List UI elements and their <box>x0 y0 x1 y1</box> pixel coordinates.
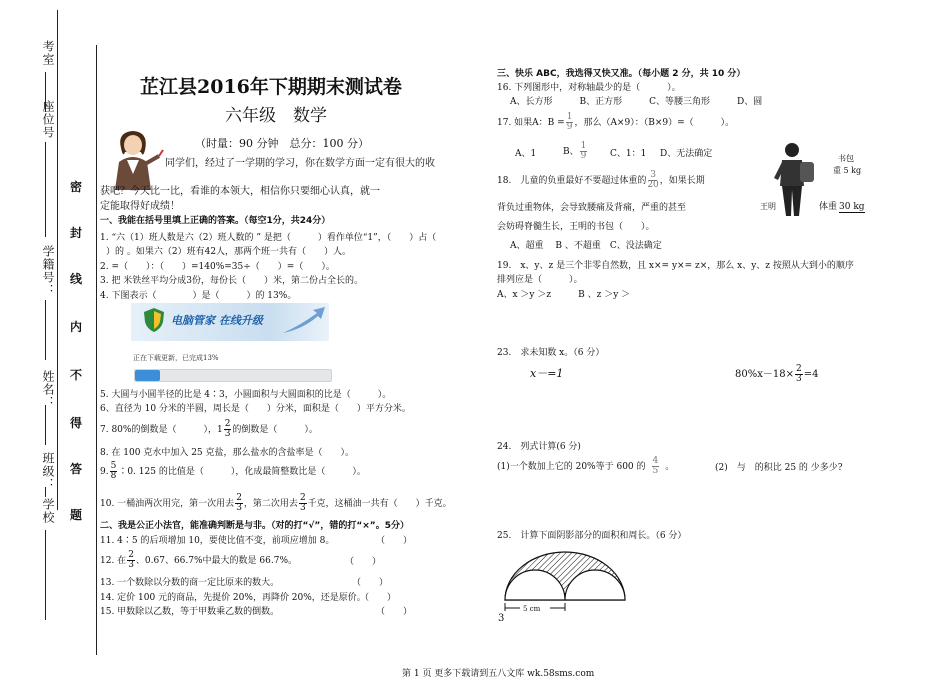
seal-char: 封 <box>70 226 83 240</box>
seat-label: 座位号 <box>41 100 55 139</box>
seal-char: 内 <box>70 320 83 334</box>
fraction: $\frac{3}{20}$ <box>647 170 659 190</box>
question-10: 10. 一桶油两次用完，第一次用去 $\frac{2}{3}$ ，第二次用去 $\frac{2}{3}$ 千克，这桶油一共有（ ）千克。 <box>100 493 452 513</box>
answer-paren-14: （ ） <box>360 593 397 603</box>
question-18c: 背负过重物体，会导致腰痛及背痛，严重的甚至 <box>497 203 687 213</box>
body-weight: 体重 30 kg <box>819 202 865 212</box>
class-blank <box>45 487 46 497</box>
question-23-title: 23. 求未知数 x。（6 分） <box>497 348 605 358</box>
fraction: $\frac{1}{9}$ <box>566 112 573 132</box>
question-16-options: A、长方形 B、正方形 C、等腰三角形 D、圆 <box>510 97 763 107</box>
question-12: 12. 在 $\frac{2}{3}$ 、0.67、66.7%中最大的数是 66.7%。 <box>100 550 298 570</box>
name-label: 姓名： <box>41 370 55 409</box>
section3-title: 三、快乐 ABC，我选得又快又准。（每小题 2 分，共 10 分） <box>497 69 746 79</box>
question-14: 14. 定价 100 元的商品，先提价 20%，再降价 20%，还是原价。 <box>100 593 366 603</box>
question-18a: 18. 儿童的负重最好不要超过体重的 $\frac{3}{20}$ ，如果长期 <box>497 170 705 190</box>
page-footer: 第 1 页 更多下载请到五八文库 wk.58sms.com <box>402 669 595 679</box>
seal-char: 不 <box>70 368 83 382</box>
section2-title: 二、我是公正小法官，能准确判断是与非。（对的打“√”，错的打“×”。5分） <box>100 521 409 531</box>
seal-char: 线 <box>70 272 83 286</box>
download-progress <box>134 369 332 382</box>
banner-title: 电脑管家 在线升级 <box>171 314 263 327</box>
question-16: 16. 下列图形中，对称轴最少的是（ ）。 <box>497 83 681 93</box>
seal-char: 题 <box>70 508 83 522</box>
person-name: 王明 <box>760 202 776 211</box>
question-3: 3. 把 米铁丝平均分成3份，每份长（ ）米，第二份占全长的。 <box>100 276 364 286</box>
section1-title: 一、我能在括号里填上正确的答案。（每空1分，共24分） <box>100 216 331 226</box>
binding-line-outer <box>57 10 58 510</box>
question-24-title: 24. 列式计算(6 分) <box>497 442 581 452</box>
fraction: $\frac{1}{9}$ <box>580 141 587 161</box>
bag-weight: 重 5 kg <box>833 166 862 175</box>
time-score: （时量：90 分钟 总分：100 分） <box>195 137 369 150</box>
question-1a: 1. “六（1）班人数是六（2）班人数的 ” 是把（ ）看作单位“1”，（ ）占（ <box>100 233 437 243</box>
exam-subtitle: 六年级 数学 <box>225 106 327 126</box>
intro-line-3: 定能取得好成绩！ <box>100 201 180 212</box>
binding-line-inner <box>96 45 97 655</box>
intro-line-2: 获吧？今天比一比，看谁的本领大，相信你只要细心认真，就一 <box>100 186 380 197</box>
fraction: $\frac{2}{3}$ <box>224 419 231 439</box>
exam-title: 芷江县2016年下期期末测试卷 <box>140 76 402 98</box>
question-7-text-b: 的倒数是（ ）。 <box>232 425 318 435</box>
question-11: 11. 4∶5 的后项增加 10，要使比值不变，前项应增加 8。 <box>100 536 335 546</box>
shaded-semicircles-figure <box>500 545 630 615</box>
question-5: 5. 大圆与小圆半径的比是 4∶3，小圆面积与大圆面积的比是（ ）。 <box>100 390 392 400</box>
room-label: 考室 <box>41 40 55 66</box>
question-24-2: (2) 与 的积比 25 的 少多少? <box>715 463 843 473</box>
question-19a: 19. x、y、z 是三个非零自然数，且 x×= y×= z×，那么 x、y、z 按照从大到小的顺序 <box>497 261 854 271</box>
seal-char: 答 <box>70 462 83 476</box>
download-progress-fill <box>135 370 160 381</box>
fraction: $\frac{2}{3}$ <box>795 364 802 384</box>
equation-2: 80%x－18× $\frac{2}{3}$ =4 <box>735 364 819 384</box>
school-label: 学校 <box>41 498 55 524</box>
school-blank <box>45 530 46 620</box>
banner-status: 正在下载更新，已完成13% <box>133 354 219 362</box>
question-18d: 会妨碍脊髓生长，王明的书包（ ）。 <box>497 222 655 232</box>
fraction: $\frac{4}{5}$ <box>652 456 659 476</box>
shield-icon <box>143 307 165 333</box>
answer-paren-15: （ ） <box>376 607 413 617</box>
seal-char: 得 <box>70 416 83 430</box>
question-19-options: A、x ＞y ＞z B 、z ＞y ＞ <box>497 290 631 300</box>
seat-blank <box>45 142 46 237</box>
equation-1: x－=1 <box>530 367 564 380</box>
question-15: 15. 甲数除以乙数，等于甲数乘乙数的倒数。 <box>100 607 280 617</box>
update-banner <box>131 303 329 341</box>
option-17c: C、1：1 <box>610 149 647 159</box>
question-4: 4. 下图表示（ ）是（ ）的 13%。 <box>100 291 297 301</box>
class-label: 班级： <box>41 452 55 491</box>
student-no-label: 学籍号： <box>41 245 55 297</box>
student-no-blank <box>45 300 46 360</box>
seal-char: 密 <box>70 180 83 194</box>
question-19b: 排列应是（ ）。 <box>497 275 583 285</box>
question-24-1: (1)一个数加上它的 20%等于 600 的 $\frac{4}{5}$ 。 <box>497 456 675 476</box>
answer-paren-13: （ ） <box>352 578 389 588</box>
name-blank <box>45 405 46 445</box>
question-6: 6、直径为 10 分米的半圆，周长是（ ）分米，面积是（ ）平方分米。 <box>100 404 411 414</box>
question-7 <box>100 420 318 440</box>
question-9: 9. $\frac{5}{8}$ ∶0. 125 的比值是（ ），化成最简整数比是（ ）。 <box>100 461 366 481</box>
student-with-backpack-illustration <box>770 140 820 218</box>
fraction: $\frac{5}{8}$ <box>110 461 117 481</box>
option-17a: A、1 <box>515 149 537 159</box>
question-8: 8. 在 100 克水中加入 25 克盐，那么盐水的含盐率是（ ）。 <box>100 448 355 458</box>
question-7-text-a: 7. 80%的倒数是（ ），1 <box>100 425 223 435</box>
arrow-icon <box>281 305 326 339</box>
option-17b: B、 $\frac{1}{9}$ <box>563 141 587 161</box>
question-17: 17. 如果A：B = $\frac{1}{9}$ ，那么（A×9）：（B×9）=（ ）。 <box>497 112 735 132</box>
answer-paren-12: （ ） <box>345 557 382 567</box>
question-2: 2. =（ ）：（ ）=140%=35÷（ ）=（ ）。 <box>100 262 335 272</box>
option-17d: D、无法确定 <box>660 149 713 159</box>
fraction: $\frac{2}{3}$ <box>236 493 242 513</box>
question-1b: ）的 。如果六（2）班有42人，那两个班一共有（ ）人。 <box>106 247 352 257</box>
intro-line-1: 同学们，经过了一学期的学习，你在数学方面一定有很大的收 <box>165 158 435 169</box>
question-13: 13. 一个数除以分数的商一定比原来的数大。 <box>100 578 280 588</box>
bag-label: 书包 <box>838 154 854 163</box>
fraction: $\frac{2}{3}$ <box>128 550 134 570</box>
question-18-options: A、超重 B 、不超重 C、没法确定 <box>510 241 662 251</box>
answer-paren-11: （ ） <box>376 536 413 546</box>
teacher-illustration <box>105 128 165 190</box>
question-25-title: 25. 计算下面阴影部分的面积和周长。（6 分） <box>497 531 687 541</box>
dimension-label: 5 cm <box>523 605 541 613</box>
stray-mark: 3 <box>498 613 505 624</box>
fraction: $\frac{2}{3}$ <box>299 493 306 513</box>
